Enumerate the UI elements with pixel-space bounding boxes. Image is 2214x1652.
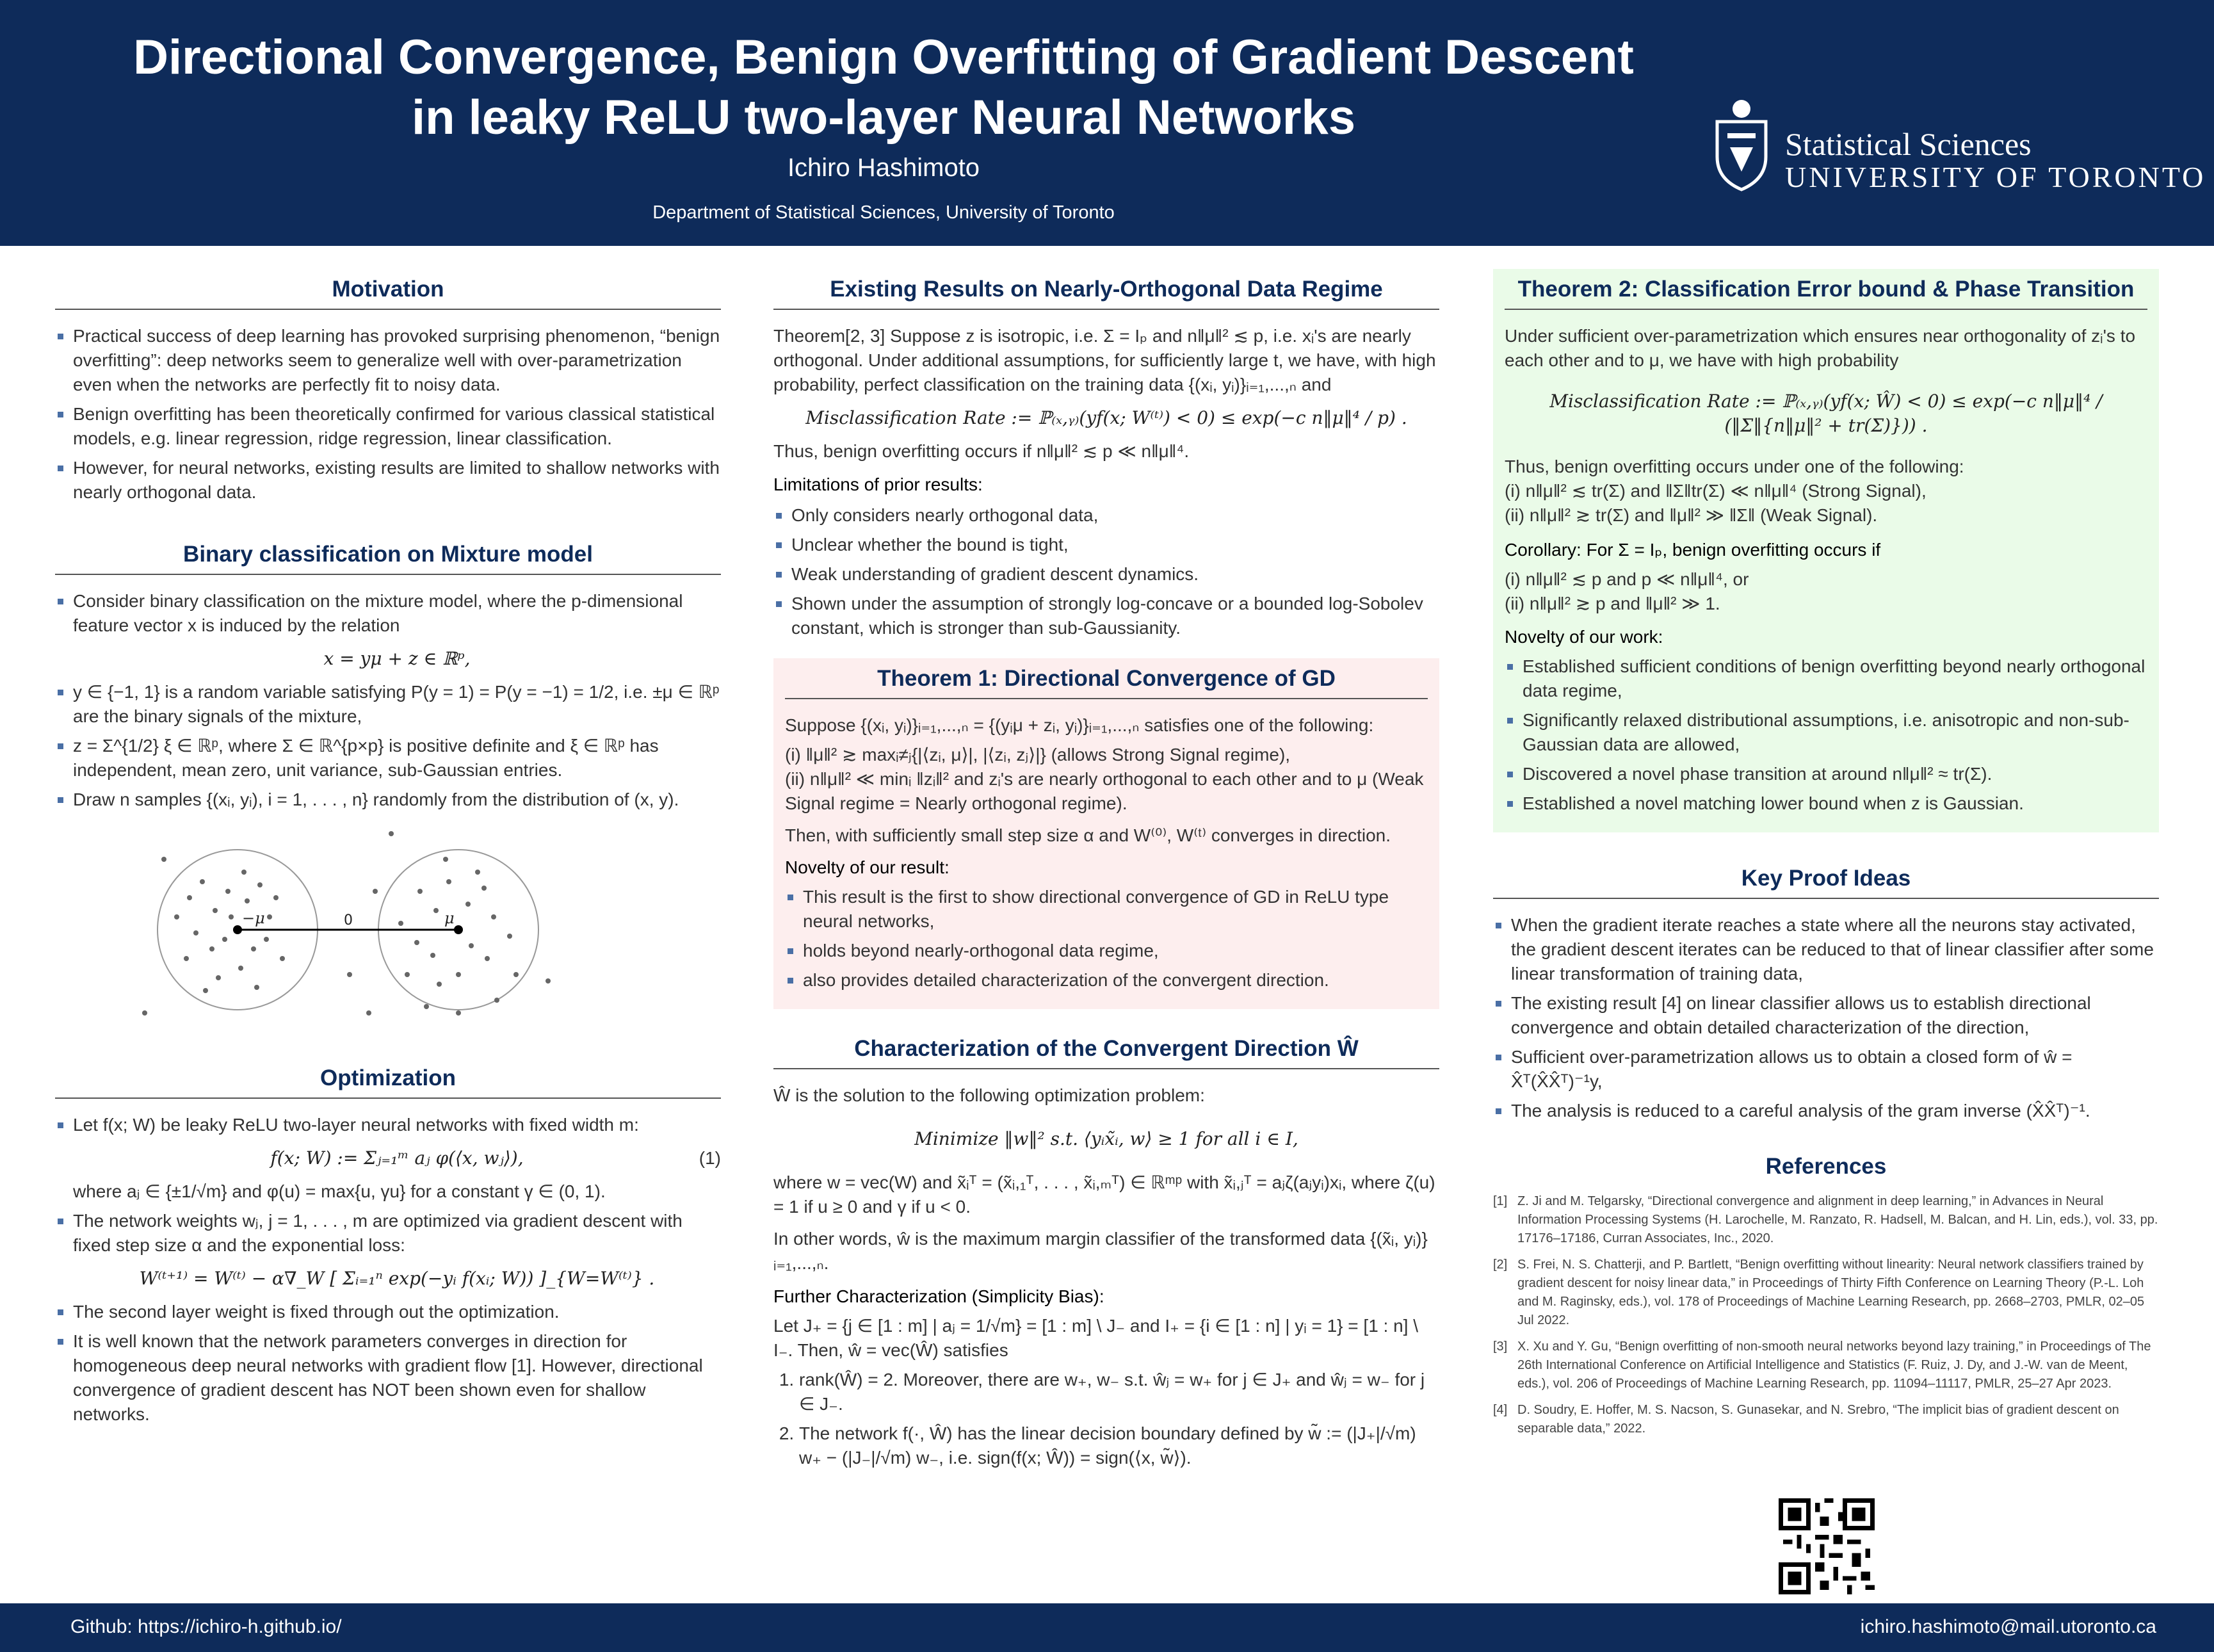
list-item: Sufficient over-parametrization allows us to obtain a closed form of ŵ = X̂ᵀ(X̂X̂ᵀ)⁻¹y, <box>1493 1045 2159 1094</box>
section-title: Theorem 1: Directional Convergence of GD <box>785 658 1428 699</box>
logo-university: UNIVERSITY OF TORONTO <box>1785 161 2206 193</box>
list-item <box>55 589 721 671</box>
theorem2-condition-2: (ii) n‖μ‖² ≳ tr(Σ) and ‖μ‖² ≫ ‖Σ‖ (Weak Signal). <box>1505 505 1878 525</box>
limitations-list <box>773 503 1439 640</box>
limitations-title: Limitations of prior results: <box>773 474 983 494</box>
list-item-text: The network weights wⱼ, j = 1, . . . , m are optimized via gradient descent with fixed step size α and the exponential loss: <box>73 1211 683 1255</box>
further-points <box>773 1368 1439 1470</box>
list-item: Shown under the assumption of strongly log-concave or a bounded log-Sobolev constant, which is stronger than sub-Gaussianity. <box>773 592 1439 640</box>
list-item: The second layer weight is fixed through out the optimization. <box>55 1300 721 1324</box>
column-left <box>55 269 721 1432</box>
poster-footer <box>0 1603 2214 1652</box>
theorem2-condition-1: (i) n‖μ‖² ≲ tr(Σ) and ‖Σ‖tr(Σ) ≪ n‖μ‖⁴ (Strong Signal), <box>1505 481 1927 501</box>
university-logo <box>1711 96 2206 198</box>
corollary-condition-1: (i) n‖μ‖² ≲ p and p ≪ n‖μ‖⁴, or <box>1505 569 1749 589</box>
further-title: Further Characterization (Simplicity Bias): <box>773 1286 1104 1306</box>
list-item: This result is the first to show directional convergence of GD in ReLU type neural networks, <box>785 885 1428 934</box>
reference-number: [2] <box>1493 1258 1508 1272</box>
section-title: Motivation <box>55 269 721 310</box>
theorem1-condition-2: (ii) n‖μ‖² ≪ minᵢ ‖zᵢ‖² and zᵢ's are nearly orthogonal to each other and to μ (Weak Signal regime = Nearly orthogonal regime). <box>785 769 1424 813</box>
characterization-where: where w = vec(W) and x̃ᵢᵀ = (x̃ᵢ,₁ᵀ, . . . , x̃ᵢ,ₘᵀ) ∈ ℝᵐᵖ with x̃ᵢ,ⱼᵀ = aⱼζ(aⱼyᵢ)xᵢ, where ζ(u) = 1 if u ≥ 0 and γ if u < 0. <box>773 1172 1435 1217</box>
list-item: Established sufficient conditions of benign overfitting beyond nearly orthogonal data regime, <box>1505 654 2147 703</box>
reference-item <box>1493 1401 2159 1438</box>
qr-code-icon[interactable] <box>1779 1498 1875 1594</box>
section-title: Existing Results on Nearly-Orthogonal Data Regime <box>773 269 1439 310</box>
reference-number: [4] <box>1493 1403 1508 1417</box>
corollary-condition-2: (ii) n‖μ‖² ≳ p and ‖μ‖² ≫ 1. <box>1505 594 1720 613</box>
reference-item <box>1493 1256 2159 1330</box>
section-characterization <box>773 1028 1439 1470</box>
list-item <box>55 1209 721 1291</box>
section-existing-results <box>773 269 1439 640</box>
theorem1-condition-1: (i) ‖μ‖² ≳ maxᵢ≠ⱼ{|⟨zᵢ, μ⟩|, |⟨zᵢ, zⱼ⟩|} (allows Strong Signal regime), <box>785 745 1291 765</box>
equation: W⁽ᵗ⁺¹⁾ = W⁽ᵗ⁾ − α∇_W [ Σᵢ₌₁ⁿ exp(−yᵢ f(xᵢ; W)) ]_{W=W⁽ᵗ⁾} . <box>139 1268 655 1289</box>
existing-paragraph: Theorem[2, 3] Suppose z is isotropic, i.e. Σ = Iₚ and n‖μ‖² ≲ p, i.e. xᵢ's are nearly orthogonal. Under additional assumptions, for sufficiently large t, we have, with high probability, perfect classification on the training data {(xᵢ, yᵢ)}ᵢ₌₁,...,ₙ and <box>773 326 1436 394</box>
reference-list <box>1493 1192 2159 1438</box>
crest-icon <box>1711 96 1772 192</box>
reference-text: X. Xu and Y. Gu, “Benign overfitting of non-smooth neural networks beyond lazy training,” in Proceedings of The 26th International Conference on Artificial Intelligence and Statistics (F. Ruiz, J. Dy, and J.-W. van de Meent, eds.), vol. 206 of Proceedings of Machine Learning Research, pp. 11094–11117, PMLR, 25–27 Apr 2023. <box>1517 1340 2151 1391</box>
mixture-scatter <box>100 821 676 1039</box>
equation: f(x; W) := Σⱼ₌₁ᵐ aⱼ φ(⟨x, wⱼ⟩), <box>270 1147 524 1169</box>
mixture-list <box>55 589 721 812</box>
author-name: Ichiro Hashimoto <box>787 154 980 182</box>
label-neg-mu: −μ <box>242 909 265 927</box>
proof-list <box>1493 913 2159 1123</box>
reference-item <box>1493 1338 2159 1393</box>
list-item: 2. The network f(·, Ŵ) has the linear decision boundary defined by w̃ := (|J₊|/√m) w₊ − (|J₋|/√m) w₋, i.e. sign(f(x; Ŵ)) = sign(⟨x, w̃⟩). <box>799 1421 1439 1470</box>
section-title: References <box>1765 1154 1887 1179</box>
github-link[interactable]: Github: https://ichiro-h.github.io/ <box>70 1616 342 1637</box>
equation-row <box>73 1146 721 1170</box>
equation: x = yμ + z ∈ ℝᵖ, <box>323 648 471 669</box>
reference-number: [1] <box>1493 1194 1508 1208</box>
list-item-text: where aⱼ ∈ {±1/√m} and φ(u) = max{u, γu} for a constant γ ∈ (0, 1). <box>73 1181 606 1201</box>
list-item: When the gradient iterate reaches a state where all the neurons stay activated, the gradient descent iterates can be reduced to that of linear classifier after some linear transformation of training data, <box>1493 913 2159 986</box>
section-theorem1 <box>773 658 1439 1009</box>
list-item: Established a novel matching lower bound when z is Gaussian. <box>1505 791 2147 816</box>
list-item: Practical success of deep learning has provoked surprising phenomenon, “benign overfitting”: deep networks seem to generalize well with over-parametrization even when the networks are perfectly fit to noisy data. <box>55 324 721 397</box>
list-item: Only considers nearly orthogonal data, <box>773 503 1439 528</box>
reference-item <box>1493 1192 2159 1248</box>
novelty-list <box>1505 654 2147 816</box>
section-references <box>1493 1146 2159 1438</box>
list-item-text: Consider binary classification on the mixture model, where the p-dimensional feature vector x is induced by the relation <box>73 591 683 635</box>
reference-text: Z. Ji and M. Telgarsky, “Directional convergence and alignment in deep learning,” in Advances in Neural Information Processing Systems (H. Larochelle, M. Ranzato, R. Hadsell, M. Balcan, and H. Lin, eds.), vol. 33, pp. 17176–17186, Curran Associates, Inc., 2020. <box>1517 1194 2158 1245</box>
reference-text: S. Frei, N. S. Chatterji, and P. Bartlett, “Benign overfitting without linearity: Neural network classifiers trained by gradient descent for noisy linear data,” in Proceedings of Thirty Fifth Conference on Learning Theory (P.-L. Loh and M. Raginsky, eds.), vol. 178 of Proceedings of Machine Learning Research, pp. 2668–2703, PMLR, 02–05 Jul 2022. <box>1517 1258 2145 1327</box>
section-motivation <box>55 269 721 505</box>
reference-number: [3] <box>1493 1340 1508 1354</box>
poster-title-line2: in leaky ReLU two-layer Neural Networks <box>411 90 1356 145</box>
section-title: Optimization <box>55 1058 721 1099</box>
list-item: y ∈ {−1, 1} is a random variable satisfying P(y = 1) = P(y = −1) = 1/2, i.e. ±μ ∈ ℝᵖ are the binary signals of the mixture, <box>55 680 721 729</box>
poster-title-line1: Directional Convergence, Benign Overfitting of Gradient Descent <box>133 30 1634 85</box>
section-theorem2 <box>1493 269 2159 832</box>
list-item <box>55 1113 721 1204</box>
corollary: Corollary: For Σ = Iₚ, benign overfitting occurs if <box>1505 540 1881 560</box>
list-item: Benign overfitting has been theoretically confirmed for various classical statistical models, e.g. linear regression, ridge regression, linear classification. <box>55 402 721 451</box>
poster-header <box>0 0 2214 246</box>
list-item: z = Σ^{1/2} ξ ∈ ℝᵖ, where Σ ∈ ℝ^{p×p} is positive definite and ξ ∈ ℝᵖ has independent, mean zero, unit variance, sub-Gaussian entries. <box>55 734 721 782</box>
list-item: Draw n samples {(xᵢ, yᵢ), i = 1, . . . , n} randomly from the distribution of (x, y). <box>55 788 721 812</box>
mixture-figure <box>100 821 676 1039</box>
list-item: The analysis is reduced to a careful analysis of the gram inverse (X̂X̂ᵀ)⁻¹. <box>1493 1099 2159 1123</box>
theorem1-conclusion: Then, with sufficiently small step size α and W⁽⁰⁾, W⁽ᵗ⁾ converges in direction. <box>785 825 1391 845</box>
section-title: Key Proof Ideas <box>1493 858 2159 899</box>
list-item-text: Let f(x; W) be leaky ReLU two-layer neural networks with fixed width m: <box>73 1115 639 1135</box>
optimization-list <box>55 1113 721 1427</box>
theorem2-intro: Under sufficient over-parametrization which ensures near orthogonality of zᵢ's to each other and to μ, we have with high probability <box>1505 326 2136 370</box>
motivation-list <box>55 324 721 505</box>
section-title: Characterization of the Convergent Direction Ŵ <box>773 1028 1439 1069</box>
logo-department: Statistical Sciences <box>1785 126 2032 162</box>
column-middle <box>773 269 1439 1475</box>
email-link[interactable]: ichiro.hashimoto@mail.utoronto.ca <box>1860 1616 2156 1637</box>
list-item: Significantly relaxed distributional assumptions, i.e. anisotropic and non-sub-Gaussian data are allowed, <box>1505 708 2147 757</box>
list-item: Weak understanding of gradient descent dynamics. <box>773 562 1439 587</box>
section-title: Theorem 2: Classification Error bound & Phase Transition <box>1505 269 2147 310</box>
section-mixture <box>55 534 721 1039</box>
theorem1-intro: Suppose {(xᵢ, yᵢ)}ᵢ₌₁,...,ₙ = {(yᵢμ + zᵢ, yᵢ)}ᵢ₌₁,...,ₙ satisfies one of the following: <box>785 715 1374 735</box>
list-item: also provides detailed characterization of the convergent direction. <box>785 968 1428 992</box>
label-zero: 0 <box>344 912 353 928</box>
novelty-title: Novelty of our work: <box>1505 627 1663 647</box>
label-mu: μ <box>444 909 455 927</box>
list-item: holds beyond nearly-orthogonal data regime, <box>785 939 1428 963</box>
list-item: 1. rank(Ŵ) = 2. Moreover, there are w₊, w₋ s.t. ŵⱼ = w₊ for j ∈ J₊ and ŵⱼ = w₋ for j ∈ J₋. <box>799 1368 1439 1416</box>
reference-text: D. Soudry, E. Hoffer, M. S. Nacson, S. Gunasekar, and N. Srebro, “The implicit bias of gradient descent on separable data,” 2022. <box>1517 1403 2119 1436</box>
novelty-list <box>785 885 1428 992</box>
affiliation: Department of Statistical Sciences, University of Toronto <box>652 202 1115 223</box>
section-title: Binary classification on Mixture model <box>55 534 721 575</box>
existing-thus: Thus, benign overfitting occurs if n‖μ‖² ≲ p ≪ n‖μ‖⁴. <box>773 441 1190 461</box>
list-item: It is well known that the network parameters converges in direction for homogeneous deep neural networks with gradient flow [1]. However, directional convergence of gradient descent has NOT been shown even for shallow networks. <box>55 1329 721 1427</box>
equation: Misclassification Rate := ℙ₍ₓ,ᵧ₎(yf(x; W⁽ᵗ⁾) < 0) ≤ exp(−c n‖μ‖⁴ / p) . <box>805 407 1407 428</box>
equation: Misclassification Rate := ℙ₍ₓ,ᵧ₎(yf(x; Ŵ) < 0) ≤ exp(−c n‖μ‖⁴ / (‖Σ‖{n‖μ‖² + tr(Σ)})) . <box>1549 391 2103 436</box>
equation: Minimize ‖w‖² s.t. ⟨yᵢx̃ᵢ, w⟩ ≥ 1 for all i ∈ I, <box>914 1128 1298 1149</box>
list-item: However, for neural networks, existing results are limited to shallow networks with nearly orthogonal data. <box>55 456 721 505</box>
list-item: Discovered a novel phase transition at around n‖μ‖² ≈ tr(Σ). <box>1505 762 2147 786</box>
characterization-other: In other words, ŵ is the maximum margin classifier of the transformed data {(x̃ᵢ, yᵢ)}ᵢ₌₁,...,ₙ. <box>773 1229 1428 1273</box>
section-optimization <box>55 1058 721 1427</box>
further-text: Let J₊ = {j ∈ [1 : m] | aⱼ = 1/√m} = [1 : m] \ J₋ and I₊ = {i ∈ [1 : n] | yᵢ = 1} = [1 : n] \ I₋. Then, ŵ = vec(Ŵ) satisfies <box>773 1316 1419 1360</box>
theorem2-thus: Thus, benign overfitting occurs under one of the following: <box>1505 457 1964 476</box>
novelty-title: Novelty of our result: <box>785 857 949 877</box>
equation-number: (1) <box>699 1148 721 1168</box>
column-right <box>1493 269 2159 1446</box>
characterization-intro: Ŵ is the solution to the following optimization problem: <box>773 1085 1205 1105</box>
section-proof-ideas <box>1493 858 2159 1123</box>
list-item: Unclear whether the bound is tight, <box>773 533 1439 557</box>
list-item: The existing result [4] on linear classifier allows us to establish directional convergence and obtain detailed characterization of the direction, <box>1493 991 2159 1040</box>
